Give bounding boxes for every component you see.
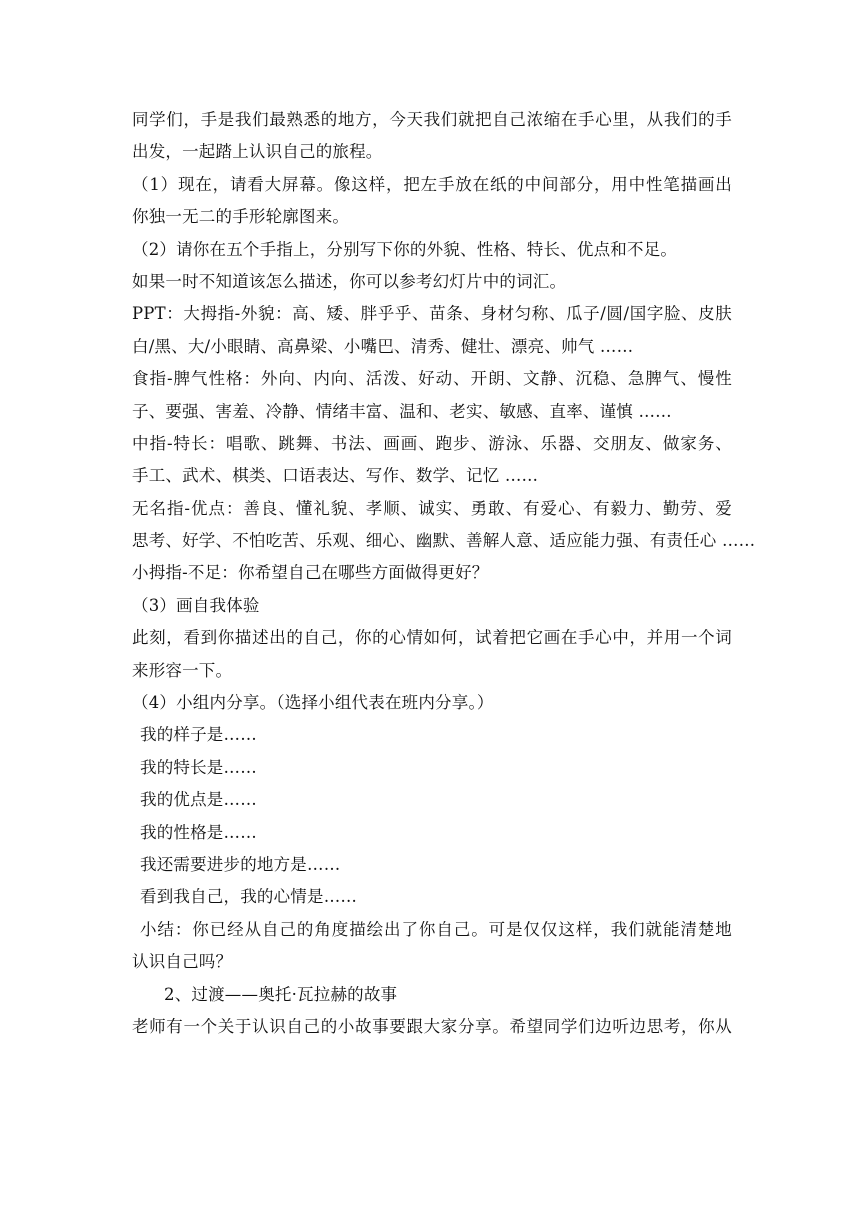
ppt-middle-line-2: 手工、武术、棋类、口语表达、写作、数学、记忆 …… — [132, 466, 539, 486]
share-prompt-merit: 我的优点是…… — [140, 790, 257, 810]
step-4-heading: （4）小组内分享。（选择小组代表在班内分享。） — [132, 693, 494, 713]
ppt-middle-line-1: 中指-特长：唱歌、跳舞、书法、画画、跑步、游泳、乐器、交朋友、做家务、 — [132, 433, 732, 453]
step-3-line-2: 来形容一下。 — [132, 660, 233, 680]
step-3-heading: （3）画自我体验 — [132, 595, 260, 615]
share-prompt-appearance: 我的样子是…… — [140, 725, 257, 745]
step-3-line-1: 此刻，看到你描述出的自己，你的心情如何，试着把它画在手心中，并用一个词 — [132, 628, 732, 648]
ppt-little-line: 小拇指-不足：你希望自己在哪些方面做得更好？ — [132, 563, 489, 583]
ppt-thumb-line-2: 白/黑、大/小眼睛、高鼻梁、小嘴巴、清秀、健壮、漂亮、帅气 …… — [132, 336, 634, 356]
summary-line-2: 认识自己吗？ — [132, 952, 233, 972]
ppt-index-line-1: 食指-脾气性格：外向、内向、活泼、好动、开朗、文静、沉稳、急脾气、慢性 — [132, 369, 732, 389]
step-1-line-2: 你独一无二的手形轮廓图来。 — [132, 207, 350, 227]
ppt-index-line-2: 子、要强、害羞、冷静、情绪丰富、温和、老实、敏感、直率、谨慎 …… — [132, 401, 672, 421]
intro-line-1: 同学们，手是我们最熟悉的地方，今天我们就把自己浓缩在手心里，从我们的手 — [132, 110, 732, 129]
share-prompt-mood: 看到我自己，我的心情是…… — [140, 887, 358, 907]
share-prompt-improve: 我还需要进步的地方是…… — [140, 854, 341, 874]
step-2-line-1: （2）请你在五个手指上，分别写下你的外貌、性格、特长、优点和不足。 — [132, 239, 678, 259]
intro-line-2: 出发，一起踏上认识自己的旅程。 — [132, 142, 383, 162]
document-page — [132, 104, 756, 1043]
ppt-ring-line-1: 无名指-优点：善良、懂礼貌、孝顺、诚实、勇敢、有爱心、有毅力、勤劳、爱 — [132, 498, 732, 518]
step-1-line-1: （1）现在，请看大屏幕。像这样，把左手放在纸的中间部分，用中性笔描画出 — [132, 174, 732, 194]
summary-line-1: 小结：你已经从自己的角度描绘出了你自己。可是仅仅这样，我们就能清楚地 — [140, 919, 732, 939]
ppt-thumb-line-1: PPT：大拇指-外貌：高、矮、胖乎乎、苗条、身材匀称、瓜子/圆/国字脸、皮肤 — [132, 304, 732, 324]
story-intro-line: 老师有一个关于认识自己的小故事要跟大家分享。希望同学们边听边思考，你从 — [132, 1016, 732, 1036]
share-prompt-strength: 我的特长是…… — [140, 757, 257, 777]
step-2-line-2: 如果一时不知道该怎么描述，你可以参考幻灯片中的词汇。 — [132, 271, 567, 291]
share-prompt-personality: 我的性格是…… — [140, 822, 257, 842]
section-transition-heading: 2、过渡——奥托·瓦拉赫的故事 — [164, 984, 398, 1004]
ppt-ring-line-2: 思考、好学、不怕吃苦、乐观、细心、幽默、善解人意、适应能力强、有责任心 …… — [132, 531, 756, 551]
